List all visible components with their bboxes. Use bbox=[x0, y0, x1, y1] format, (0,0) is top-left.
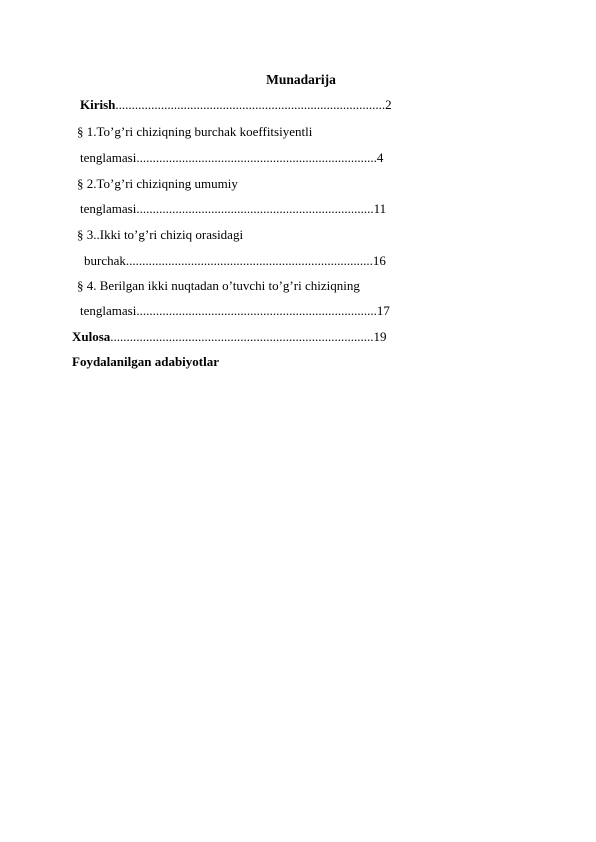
toc-entry-xulosa[interactable] bbox=[72, 329, 387, 345]
toc-entry-label: § 1.To’g’ri chiziqning burchak koeffitsiyentli bbox=[77, 124, 313, 139]
toc-page-number: 16 bbox=[372, 253, 386, 268]
toc-entry-section-3[interactable] bbox=[84, 253, 386, 269]
toc-entry-label: burchak bbox=[84, 253, 126, 268]
toc-entry-label: tenglamasi bbox=[80, 303, 137, 318]
toc-page-number: 17 bbox=[376, 303, 390, 318]
toc-entry-label: § 4. Berilgan ikki nuqtadan o’tuvchi to’g’ri chiziqning bbox=[77, 278, 360, 293]
toc-entry-label: tenglamasi bbox=[80, 201, 137, 216]
toc-leader: .......................................................................... bbox=[136, 150, 377, 165]
toc-entry-label: § 2.To’g’ri chiziqning umumiy bbox=[77, 176, 238, 191]
toc-page-number: 2 bbox=[385, 97, 392, 112]
toc-entry-label: tenglamasi bbox=[80, 150, 137, 165]
toc-leader: ................................................................................... bbox=[115, 97, 386, 112]
toc-entry-section-1-heading[interactable] bbox=[77, 124, 312, 140]
toc-entry-label: Foydalanilgan adabiyotlar bbox=[72, 354, 219, 369]
toc-entry-label: Xulosa bbox=[72, 329, 111, 344]
toc-page-number: 11 bbox=[373, 201, 387, 216]
toc-leader: ......................................................................... bbox=[136, 201, 374, 216]
toc-leader: ............................................................................ bbox=[125, 253, 373, 268]
toc-title: Munadarija bbox=[266, 72, 336, 87]
toc-entry-section-2[interactable] bbox=[80, 201, 386, 217]
toc-entry-label: Kirish bbox=[80, 97, 116, 112]
toc-entry-section-4[interactable] bbox=[80, 303, 390, 319]
toc-entry-section-1[interactable] bbox=[80, 150, 383, 166]
toc-entry-section-2-heading[interactable] bbox=[77, 176, 238, 192]
toc-entry-section-3-heading[interactable] bbox=[77, 227, 243, 243]
toc-page-number: 4 bbox=[376, 150, 384, 165]
toc-entry-section-4-heading[interactable] bbox=[77, 278, 360, 294]
toc-entry-label: § 3..Ikki to’g’ri chiziq orasidagi bbox=[77, 227, 244, 242]
toc-leader: .......................................................................... bbox=[136, 303, 377, 318]
toc-page-number: 19 bbox=[373, 329, 387, 344]
toc-entry-kirish[interactable] bbox=[80, 97, 392, 113]
toc-leader: ................................................................................. bbox=[110, 329, 374, 344]
toc-entry-references[interactable] bbox=[72, 354, 219, 370]
